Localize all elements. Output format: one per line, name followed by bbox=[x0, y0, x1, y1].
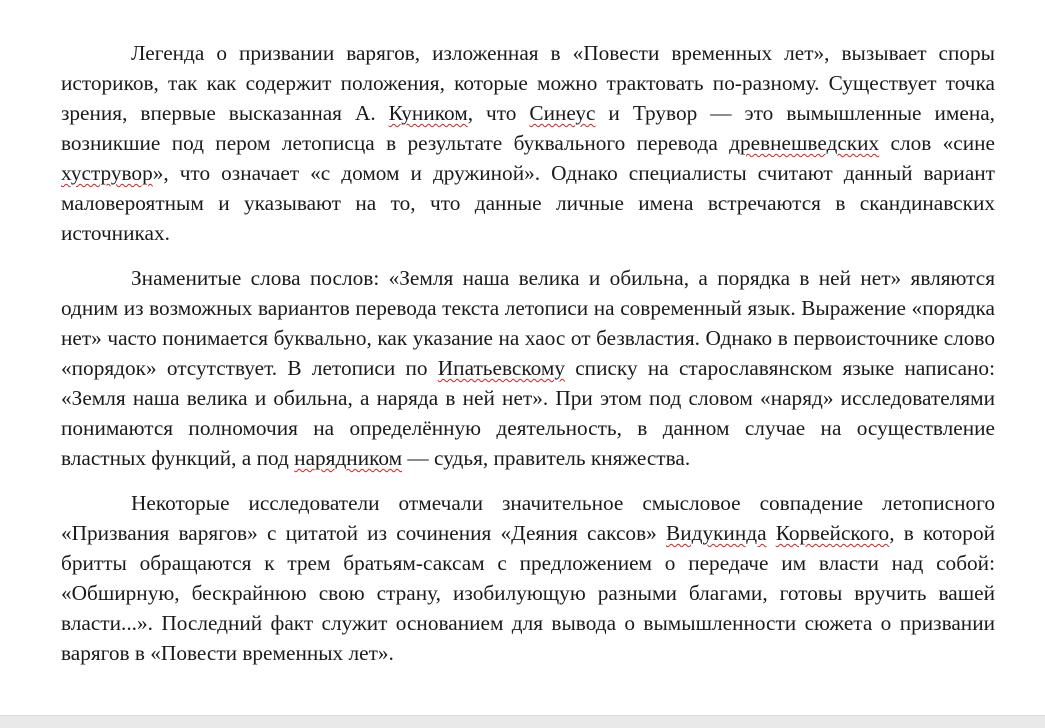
text-run: Знаменитые слова послов: «Земля наша велика и обильна, а порядка в ней нет» являются одним из возможных вариантов перевода текста летописи на современный язык. Выражение «порядка нет» часто понимается буквально, как указание на хаос от безвластия. Однако в первоисточнике слово «порядок» отсутствует. В летописи по bbox=[61, 266, 995, 380]
text-run bbox=[767, 521, 776, 545]
text-run: Некоторые исследователи отмечали значительное смысловое совпадение летописного «Призвания варягов» с цитатой из сочинения «Деяния саксов» bbox=[61, 491, 995, 545]
text-run: », что означает «с домом и дружиной». Однако специалисты считают данный вариант маловероятным и указывают на то, что данные личные имена встречаются в скандинавских источниках. bbox=[61, 161, 995, 245]
bottom-scroll-strip bbox=[0, 715, 1045, 728]
document-body[interactable] bbox=[61, 38, 995, 668]
text-run: Легенда о призвании варягов, изложенная в «Повести временных лет», вызывает споры историков, так как содержит положения, которые можно трактовать по-разному. Существует точка зрения, впервые высказанная А. bbox=[61, 41, 995, 125]
paragraph-1[interactable] bbox=[61, 38, 995, 248]
text-run: — судья, правитель княжества. bbox=[402, 446, 691, 470]
misspelled-word[interactable]: Корвейского bbox=[775, 521, 890, 545]
misspelled-word[interactable]: Синеус bbox=[529, 101, 596, 125]
paragraph-3[interactable] bbox=[61, 488, 995, 668]
paragraph-2[interactable] bbox=[61, 263, 995, 473]
text-run: , в которой бритты обращаются к трем братьям-саксам с предложением о передаче им власти над собой: «Обширную, бескрайнюю свою страну, изобилующую разными благами, готовы вручить вашей власти...». Последний факт служит основанием для вывода о вымышленности сюжета о призвании варягов в «Повести временных лет». bbox=[61, 521, 995, 665]
misspelled-word[interactable]: Ипатьевскому bbox=[437, 356, 565, 380]
text-run: , что bbox=[467, 101, 530, 125]
text-run: слов «сине bbox=[879, 131, 995, 155]
misspelled-word[interactable]: Видукинда bbox=[666, 521, 767, 545]
text-run: и Трувор — это вымышленные имена, возникшие под пером летописца в результате буквального перевода bbox=[61, 101, 995, 155]
misspelled-word[interactable]: хуструвор bbox=[61, 161, 153, 185]
misspelled-word[interactable]: Куником bbox=[388, 101, 468, 125]
misspelled-word[interactable]: древнешведских bbox=[729, 131, 880, 155]
text-run: списку на старославянском языке написано: «Земля наша велика и обильна, а наряда в ней нет». При этом под словом «наряд» исследователями понимаются полномочия на определённую деятельность, в данном случае на осуществление властных функций, а под bbox=[61, 356, 995, 470]
misspelled-word[interactable]: нарядником bbox=[294, 446, 403, 470]
